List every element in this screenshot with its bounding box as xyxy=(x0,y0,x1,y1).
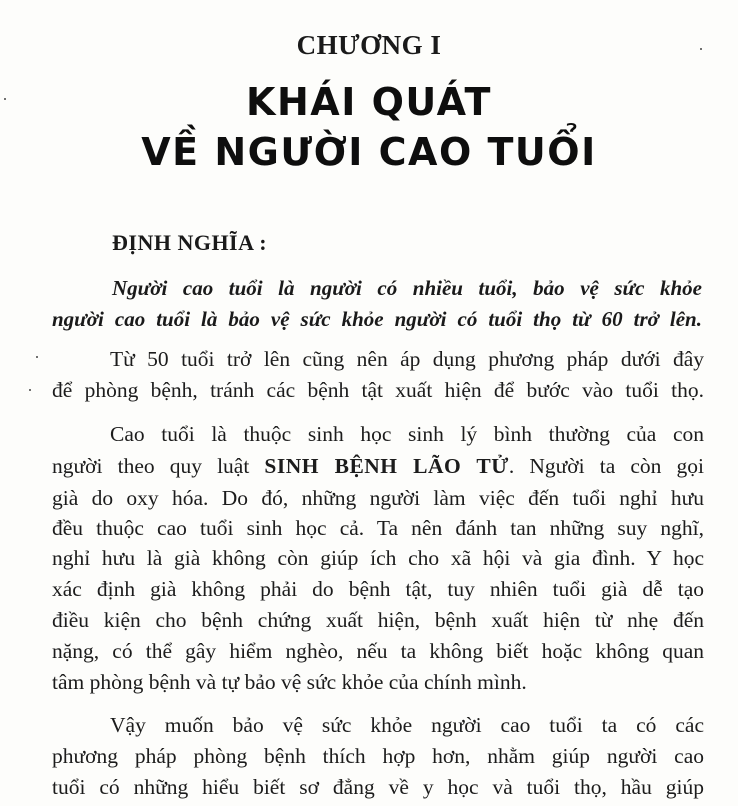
paragraph-2-line: Cao tuổi là thuộc sinh học sinh lý bình thường của con xyxy=(110,422,704,446)
paragraph-2-line: nặng, có thể gây hiểm nghèo, nếu ta không biết hoặc không quan xyxy=(52,639,704,663)
scan-speck xyxy=(4,98,6,100)
paragraph-3-line: phương pháp phòng bệnh thích hợp hơn, nhằm giúp người cao xyxy=(52,744,704,768)
paragraph-2-line: tâm phòng bệnh và tự bảo vệ sức khỏe của chính mình. xyxy=(52,670,527,694)
paragraph-2-line: nghỉ hưu là già không còn giúp ích cho xã hội và gia đình. Y học xyxy=(52,546,704,570)
text-run: . Người ta còn gọi xyxy=(508,454,704,478)
emphasis-text: SINH BỆNH LÃO TỬ xyxy=(264,454,509,478)
paragraph-2-line: điều kiện cho bệnh chứng xuất hiện, bệnh xuất hiện từ nhẹ đến xyxy=(52,608,704,632)
paragraph-3-line: tuổi có những hiểu biết sơ đẳng về y học và tuổi thọ, hầu giúp xyxy=(52,775,704,799)
paragraph-2-line: xác định già không phải do bệnh tật, tuy nhiên tuổi già dễ tạo xyxy=(52,577,704,601)
paragraph-3-line: Vậy muốn bảo vệ sức khỏe người cao tuổi ta có các xyxy=(110,713,704,737)
definition-text xyxy=(52,273,702,335)
scan-speck xyxy=(36,356,38,358)
definition-line: Người cao tuổi là người có nhiều tuổi, bảo vệ sức khỏe xyxy=(112,276,702,300)
text-run: người theo quy luật xyxy=(52,454,265,478)
paragraph-2-line: già do oxy hóa. Do đó, những người làm việc đến tuổi nghỉ hưu xyxy=(52,486,704,510)
scan-speck xyxy=(29,389,31,391)
scan-speck xyxy=(700,48,702,50)
paragraph-1-line: để phòng bệnh, tránh các bệnh tật xuất hiện để bước vào tuổi thọ. xyxy=(52,378,704,402)
paragraph-2-line xyxy=(52,451,704,481)
chapter-label: CHƯƠNG I xyxy=(296,30,442,60)
chapter-title-line-1: KHÁI QUÁT xyxy=(246,80,492,124)
definition-line: người cao tuổi là bảo vệ sức khỏe người có tuổi thọ từ 60 trở lên. xyxy=(52,307,702,331)
paragraph-2-line: đều thuộc cao tuổi sinh học cả. Ta nên đánh tan những suy nghĩ, xyxy=(52,516,704,540)
section-heading: ĐỊNH NGHĨA : xyxy=(112,230,268,255)
chapter-title-line-2: VỀ NGƯỜI CAO TUỔI xyxy=(141,130,597,174)
paragraph-1-line: Từ 50 tuổi trở lên cũng nên áp dụng phương pháp dưới đây xyxy=(110,347,704,371)
